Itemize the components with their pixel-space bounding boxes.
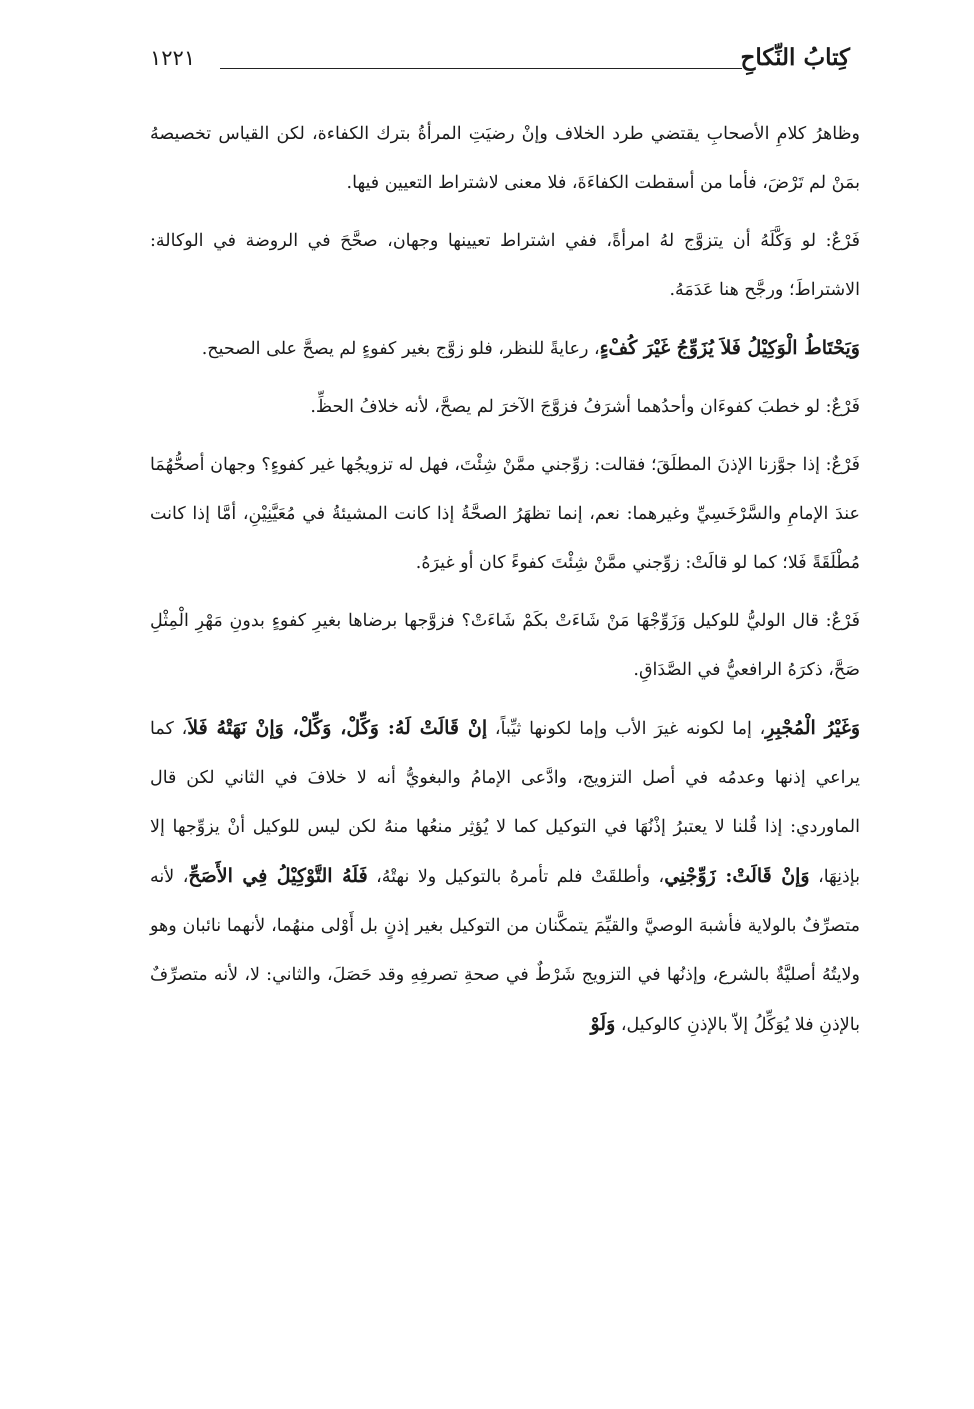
matn-text: وَلَوْ	[590, 1013, 616, 1035]
text-segment: ، كما يراعي إذنها وعدمُه في أصل التزويج، وادَّعى الإمامُ والبغويُّ أنه لا خلافَ في الثاني لكن قال الماوردي: إذا قُلنا لا يعتبرُ إذْنُهَا في التوكيل كما لا يُؤثِر منعُها منهُ لكن ليس للوكيل أنْ يزوِّجها إلا بإذنِهَا،	[150, 719, 860, 887]
matn-text: وَيَحْتَاطُ الْوَكِيْلُ فَلاَ يُزَوِّجُ غَيْرَ كُفْءٍ	[599, 337, 860, 359]
text-segment: فَرْعٌ: لو خطبَ كفوءَان وأحدُهما أشرَفُ فزوَّجَ الآخرَ لم يصحَّ، لأنه خلافُ الحظِّ.	[310, 397, 860, 417]
paragraph-5	[150, 441, 860, 588]
matn-text: فَلَهُ التَّوْكِيْلُ فِي الأَصَحِّ	[188, 865, 368, 887]
paragraph-7	[150, 704, 860, 1050]
text-segment: ، إما لكونه غيرَ الأب وإما لكونها ثيِّباً،	[487, 719, 766, 739]
text-segment: ، لأنه متصرِّفٌ بالولاية فأشبهَ الوصيَّ والقيِّمَ يتمكَّنان من التوكيل بغير إذنٍ بل أَوْلى منهُما، لأنهما نائبان وهو ولايتُهُ أصليَّةٌ بالشرع، وإذنُها في التزويج شَرْطٌ في صحةِ تصرفِهِ وقد حَصَلَ، والثاني: لا، لأنه متصرِّفٌ بالإذنِ فلا يُوَكِّلُ إلاّ بالإذنِ كالوكيل،	[150, 867, 860, 1035]
text-segment: ، وأطلقَتْ فلم تأمرهُ بالتوكيل ولا نهتْهُ،	[367, 867, 665, 887]
header-rule	[220, 68, 742, 69]
paragraph-2	[150, 217, 860, 315]
matn-text: وَإنْ قَالَتْ: زَوِّجْنِي	[664, 865, 810, 887]
text-segment: ، رعايةً للنظر، فلو زوَّج بغير كفوءٍ لم يصحَّ على الصحيح.	[201, 339, 600, 359]
text-segment: فَرْعٌ: إذا جوَّزنا الإذنَ المطلَقَ؛ فقالت: زوِّجني ممَّنْ شِئْتَ، فهل له تزويجُها غير كفوءٍ؟ وجهان أصحُّهُمَا عندَ الإمامِ والسَّرْخَسِيِّ وغيرهما: نعم، إنما تظهَرُ الصحَّةُ إذا كانت المشيئةُ في مُعَيَّنِيْنِ، أمَّا إذا كانت مُطْلَقَةً فَلا؛ كما لو قالَتْ: زوِّجني ممَّنْ شِئْتَ كفوءً كان أو غيرَهُ.	[150, 455, 860, 573]
text-segment: فَرْعٌ: قال الوليُّ للوكيل وَزَوِّجْهَا مَنْ شَاءَتْ بكَمْ شَاءَتْ؟ فزوَّجها برضاها بغيرِ كفوءٍ بدونِ مَهْرِ الْمِثْلِ صَحَّ، ذكرَهُ الرافعيُّ في الصَّدَاقِ.	[150, 611, 860, 680]
paragraph-1	[150, 110, 860, 208]
paragraph-4	[150, 383, 860, 432]
page-number: ١٢٢١	[150, 46, 196, 70]
paragraph-6	[150, 597, 860, 695]
running-title: كِتابُ النِّكاحِ	[740, 44, 850, 71]
matn-text: إنْ قَالَتْ لَهُ: وَكِّلْ، وَكِّلْ، وَإنْ نَهَتْهُ فَلاَ	[187, 717, 488, 739]
page-body	[150, 110, 860, 1059]
paragraph-3	[150, 324, 860, 374]
page-header	[150, 40, 850, 80]
text-segment: وظاهرُ كلامِ الأصحابِ يقتضي طرد الخلاف وإنْ رضيَتِ المرأةُ بترك الكفاءة، لكن القياس تخصيصهُ بمَنْ لم تَرْضَ، فأما من أسقطت الكفاءَةَ، فلا معنى لاشتراط التعيين فيها.	[150, 124, 860, 193]
matn-text: وَغَيْرُ الْمُجْبِرِ	[765, 717, 861, 739]
text-segment: فَرْعٌ: لو وَكَّلَهُ أن يتزوَّج لهُ امرأةً، ففي اشتراط تعيينها وجهان، صحَّحَ في الروضة في الوكالة: الاشتراطَ؛ ورجَّح هنا عَدَمَهُ.	[150, 231, 860, 300]
